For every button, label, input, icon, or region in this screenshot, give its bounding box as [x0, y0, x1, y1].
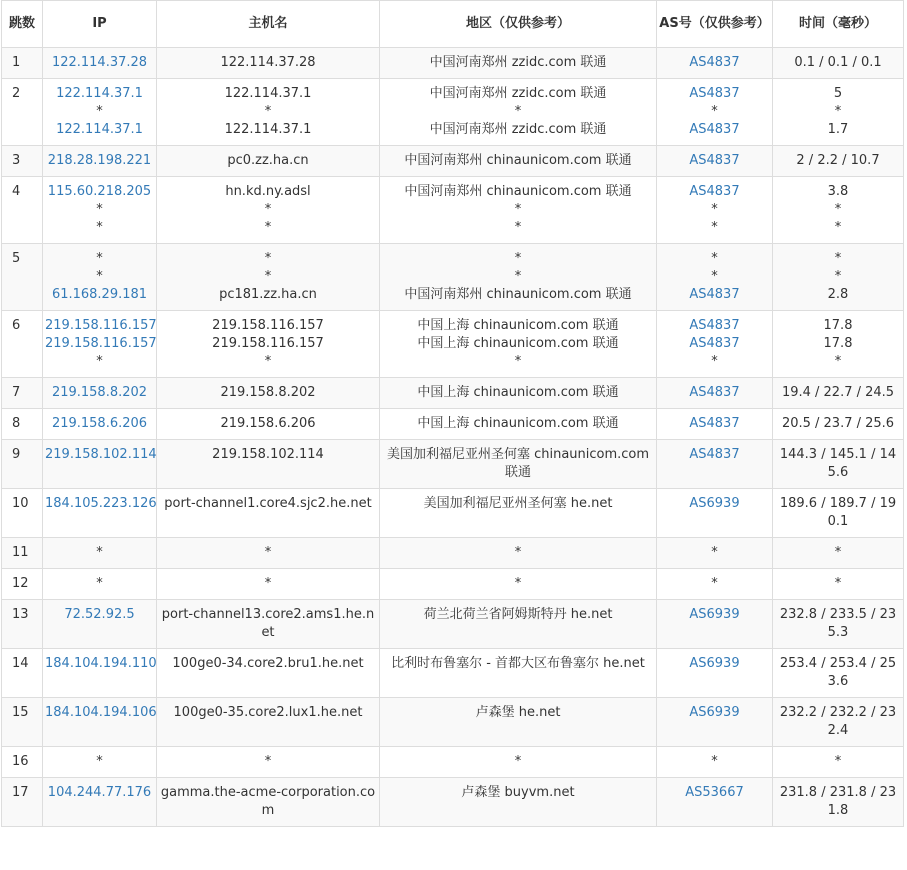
hostname-cell — [157, 378, 380, 409]
time-cell — [773, 440, 904, 489]
host-line: 100ge0-35.core2.lux1.he.net — [173, 705, 363, 720]
time-line: 253.4 / 253.4 / 253.6 — [779, 656, 897, 689]
hop-cell: 14 — [2, 649, 43, 698]
table-row — [2, 747, 904, 778]
as-link[interactable]: AS4837 — [689, 86, 740, 101]
as-link[interactable]: AS4837 — [689, 416, 740, 431]
header-hostname: 主机名 — [157, 1, 380, 48]
header-row — [2, 1, 904, 48]
time-line: 232.8 / 233.5 / 235.3 — [779, 607, 897, 640]
time-line: * — [834, 104, 842, 119]
hop-cell: 15 — [2, 698, 43, 747]
ip-line: * — [96, 576, 103, 591]
host-line: port-channel13.core2.ams1.he.net — [161, 607, 375, 640]
ip-line: * — [96, 354, 103, 369]
host-line: 219.158.102.114 — [212, 447, 324, 462]
geo-line: 中国上海 chinaunicom.com 联通 — [417, 336, 619, 351]
host-line: 122.114.37.1 — [224, 122, 312, 137]
hop-cell: 16 — [2, 747, 43, 778]
time-line: 17.8 — [823, 336, 853, 351]
as-cell — [657, 409, 773, 440]
ip-line: * — [96, 269, 103, 284]
host-line: 122.114.37.1 — [224, 86, 312, 101]
ip-link[interactable]: 104.244.77.176 — [47, 785, 152, 800]
time-line: * — [834, 251, 842, 266]
as-link[interactable]: AS4837 — [689, 287, 740, 302]
as-cell — [657, 778, 773, 827]
ip-link[interactable]: 122.114.37.1 — [56, 86, 143, 101]
ip-line: * — [96, 202, 103, 217]
geo-line: * — [514, 104, 522, 119]
as-line: * — [711, 576, 718, 591]
as-link[interactable]: AS4837 — [689, 122, 740, 137]
hostname-cell — [157, 440, 380, 489]
as-line: * — [711, 545, 718, 560]
as-link[interactable]: AS4837 — [689, 153, 740, 168]
as-cell — [657, 489, 773, 538]
as-link[interactable]: AS4837 — [689, 447, 740, 462]
host-line: pc181.zz.ha.cn — [219, 287, 317, 302]
geo-line: 卢森堡 buyvm.net — [461, 785, 575, 800]
time-cell — [773, 409, 904, 440]
hop-cell: 7 — [2, 378, 43, 409]
ip-link[interactable]: 61.168.29.181 — [51, 287, 148, 302]
time-line: 2.8 — [827, 287, 849, 302]
ip-cell — [43, 778, 157, 827]
time-cell — [773, 311, 904, 378]
region-cell — [380, 489, 657, 538]
ip-link[interactable]: 219.158.6.206 — [51, 416, 148, 431]
table-row — [2, 649, 904, 698]
time-cell — [773, 747, 904, 778]
geo-line: 中国河南郑州 zzidc.com 联通 — [429, 86, 607, 101]
host-line: 122.114.37.28 — [220, 55, 316, 70]
time-cell — [773, 244, 904, 311]
time-cell — [773, 600, 904, 649]
time-cell — [773, 698, 904, 747]
hop-cell: 2 — [2, 79, 43, 146]
host-line: * — [264, 104, 272, 119]
as-line: * — [711, 269, 718, 284]
hop-cell: 11 — [2, 538, 43, 569]
table-row — [2, 244, 904, 311]
as-line: * — [711, 251, 718, 266]
host-line: * — [264, 576, 272, 591]
as-cell — [657, 600, 773, 649]
as-cell — [657, 649, 773, 698]
hostname-cell — [157, 778, 380, 827]
as-link[interactable]: AS6939 — [689, 607, 740, 622]
ip-link[interactable]: 122.114.37.1 — [56, 122, 143, 137]
ip-cell — [43, 311, 157, 378]
ip-link[interactable]: 219.158.116.157 — [45, 318, 157, 333]
host-line: * — [264, 251, 272, 266]
region-cell — [380, 440, 657, 489]
region-cell — [380, 600, 657, 649]
geo-line: * — [514, 576, 522, 591]
ip-line: * — [96, 220, 103, 235]
ip-cell — [43, 600, 157, 649]
ip-link[interactable]: 72.52.92.5 — [64, 607, 135, 622]
geo-line: * — [514, 545, 522, 560]
hostname-cell — [157, 311, 380, 378]
geo-line: 中国上海 chinaunicom.com 联通 — [417, 318, 619, 333]
ip-link[interactable]: 218.28.198.221 — [47, 153, 152, 168]
time-line: 20.5 / 23.7 / 25.6 — [781, 416, 895, 431]
hostname-cell — [157, 409, 380, 440]
time-line: * — [834, 202, 842, 217]
hostname-cell — [157, 48, 380, 79]
as-cell — [657, 48, 773, 79]
host-line: * — [264, 545, 272, 560]
region-cell — [380, 698, 657, 747]
as-cell — [657, 244, 773, 311]
ip-link[interactable]: 219.158.102.114 — [45, 447, 157, 462]
ip-cell — [43, 378, 157, 409]
geo-line: 卢森堡 he.net — [475, 705, 561, 720]
ip-link[interactable]: 184.105.223.126 — [45, 496, 157, 511]
ip-link[interactable]: 115.60.218.205 — [47, 184, 152, 199]
ip-cell — [43, 244, 157, 311]
table-row — [2, 538, 904, 569]
region-cell — [380, 244, 657, 311]
as-line: * — [711, 354, 718, 369]
ip-cell — [43, 489, 157, 538]
time-line: * — [834, 220, 842, 235]
region-cell — [380, 311, 657, 378]
header-as-number: AS号（仅供参考） — [657, 1, 773, 48]
region-cell — [380, 649, 657, 698]
header-region: 地区（仅供参考） — [380, 1, 657, 48]
time-line: 144.3 / 145.1 / 145.6 — [779, 447, 897, 480]
time-cell — [773, 146, 904, 177]
table-row — [2, 48, 904, 79]
ip-line: * — [96, 104, 103, 119]
time-line: * — [834, 354, 842, 369]
hop-cell: 13 — [2, 600, 43, 649]
geo-line: 比利时布鲁塞尔 - 首都大区布鲁塞尔 he.net — [391, 656, 645, 671]
hop-cell: 9 — [2, 440, 43, 489]
hop-cell: 5 — [2, 244, 43, 311]
table-row — [2, 698, 904, 747]
hostname-cell — [157, 244, 380, 311]
time-line: 5 — [833, 86, 843, 101]
table-row — [2, 409, 904, 440]
header-ip: IP — [43, 1, 157, 48]
hop-cell: 3 — [2, 146, 43, 177]
ip-cell — [43, 177, 157, 244]
time-cell — [773, 649, 904, 698]
time-cell — [773, 378, 904, 409]
hop-cell: 10 — [2, 489, 43, 538]
ip-link[interactable]: 219.158.8.202 — [51, 385, 148, 400]
time-cell — [773, 538, 904, 569]
as-link[interactable]: AS53667 — [685, 785, 744, 800]
time-line: 17.8 — [823, 318, 853, 333]
as-line: * — [711, 202, 718, 217]
region-cell — [380, 569, 657, 600]
as-cell — [657, 747, 773, 778]
as-link[interactable]: AS6939 — [689, 705, 740, 720]
as-cell — [657, 177, 773, 244]
hostname-cell — [157, 569, 380, 600]
time-line: * — [834, 269, 842, 284]
ip-link[interactable]: 184.104.194.106 — [45, 705, 157, 720]
table-row — [2, 79, 904, 146]
host-line: 219.158.8.202 — [220, 385, 316, 400]
time-line: 1.7 — [827, 122, 849, 137]
ip-cell — [43, 698, 157, 747]
geo-line: 中国上海 chinaunicom.com 联通 — [417, 385, 619, 400]
table-header — [2, 1, 904, 48]
as-cell — [657, 538, 773, 569]
as-link[interactable]: AS4837 — [689, 318, 740, 333]
time-cell — [773, 489, 904, 538]
as-cell — [657, 440, 773, 489]
hostname-cell — [157, 538, 380, 569]
table-row — [2, 311, 904, 378]
geo-line: 中国河南郑州 chinaunicom.com 联通 — [404, 184, 632, 199]
host-line: * — [264, 220, 272, 235]
hostname-cell — [157, 79, 380, 146]
hop-cell: 17 — [2, 778, 43, 827]
table-row — [2, 440, 904, 489]
time-cell — [773, 48, 904, 79]
host-line: port-channel1.core4.sjc2.he.net — [164, 496, 372, 511]
ip-cell — [43, 409, 157, 440]
time-line: 19.4 / 22.7 / 24.5 — [781, 385, 895, 400]
header-hop: 跳数 — [2, 1, 43, 48]
table-row — [2, 378, 904, 409]
region-cell — [380, 747, 657, 778]
as-link[interactable]: AS4837 — [689, 336, 740, 351]
host-line: * — [264, 754, 272, 769]
geo-line: 中国河南郑州 chinaunicom.com 联通 — [404, 153, 632, 168]
geo-line: 中国河南郑州 zzidc.com 联通 — [429, 55, 607, 70]
hop-cell: 4 — [2, 177, 43, 244]
table-row — [2, 177, 904, 244]
host-line: * — [264, 202, 272, 217]
geo-line: * — [514, 754, 522, 769]
hostname-cell — [157, 649, 380, 698]
hop-cell: 6 — [2, 311, 43, 378]
as-cell — [657, 146, 773, 177]
region-cell — [380, 146, 657, 177]
as-cell — [657, 569, 773, 600]
geo-line: * — [514, 354, 522, 369]
geo-line: 荷兰北荷兰省阿姆斯特丹 he.net — [423, 607, 613, 622]
hop-cell: 8 — [2, 409, 43, 440]
host-line: * — [264, 269, 272, 284]
hop-cell: 1 — [2, 48, 43, 79]
ip-cell — [43, 146, 157, 177]
ip-cell — [43, 649, 157, 698]
time-line: * — [834, 754, 842, 769]
as-cell — [657, 698, 773, 747]
geo-line: 美国加利福尼亚州圣何塞 he.net — [423, 496, 613, 511]
region-cell — [380, 378, 657, 409]
geo-line: * — [514, 202, 522, 217]
as-link[interactable]: AS6939 — [689, 496, 740, 511]
time-line: 232.2 / 232.2 / 232.4 — [779, 705, 897, 738]
as-cell — [657, 311, 773, 378]
as-link[interactable]: AS4837 — [689, 385, 740, 400]
table-row — [2, 146, 904, 177]
region-cell — [380, 177, 657, 244]
ip-line: * — [96, 545, 103, 560]
time-line: * — [834, 576, 842, 591]
ip-cell — [43, 440, 157, 489]
table-row — [2, 778, 904, 827]
as-cell — [657, 79, 773, 146]
hostname-cell — [157, 698, 380, 747]
as-line: * — [711, 104, 718, 119]
ip-cell — [43, 48, 157, 79]
time-line: 189.6 / 189.7 / 190.1 — [779, 496, 897, 529]
hostname-cell — [157, 489, 380, 538]
time-line: 231.8 / 231.8 / 231.8 — [779, 785, 897, 818]
table-row — [2, 600, 904, 649]
as-link[interactable]: AS6939 — [689, 656, 740, 671]
geo-line: 中国上海 chinaunicom.com 联通 — [417, 416, 619, 431]
ip-cell — [43, 747, 157, 778]
region-cell — [380, 79, 657, 146]
ip-line: * — [96, 754, 103, 769]
host-line: hn.kd.ny.adsl — [225, 184, 311, 199]
host-line: 100ge0-34.core2.bru1.he.net — [172, 656, 364, 671]
region-cell — [380, 778, 657, 827]
as-line: * — [711, 220, 718, 235]
host-line: 219.158.6.206 — [220, 416, 316, 431]
geo-line: * — [514, 220, 522, 235]
region-cell — [380, 409, 657, 440]
host-line: pc0.zz.ha.cn — [227, 153, 309, 168]
time-line: 2 / 2.2 / 10.7 — [796, 153, 880, 168]
time-cell — [773, 569, 904, 600]
header-time: 时间（毫秒） — [773, 1, 904, 48]
region-cell — [380, 538, 657, 569]
ip-cell — [43, 569, 157, 600]
ip-line: * — [96, 251, 103, 266]
as-cell — [657, 378, 773, 409]
geo-line: 中国河南郑州 chinaunicom.com 联通 — [404, 287, 632, 302]
hostname-cell — [157, 177, 380, 244]
as-link[interactable]: AS4837 — [689, 55, 740, 70]
region-cell — [380, 48, 657, 79]
time-line: * — [834, 545, 842, 560]
hop-cell: 12 — [2, 569, 43, 600]
traceroute-table — [1, 0, 904, 827]
geo-line: 美国加利福尼亚州圣何塞 chinaunicom.com 联通 — [386, 447, 650, 480]
host-line: gamma.the-acme-corporation.com — [160, 785, 376, 818]
hostname-cell — [157, 600, 380, 649]
time-line: 0.1 / 0.1 / 0.1 — [794, 55, 882, 70]
time-cell — [773, 79, 904, 146]
table-row — [2, 489, 904, 538]
ip-link[interactable]: 219.158.116.157 — [45, 336, 157, 351]
geo-line: * — [514, 269, 522, 284]
ip-cell — [43, 79, 157, 146]
time-cell — [773, 778, 904, 827]
host-line: 219.158.116.157 — [212, 318, 324, 333]
geo-line: * — [514, 251, 522, 266]
table-row — [2, 569, 904, 600]
table-body — [2, 48, 904, 827]
hostname-cell — [157, 747, 380, 778]
hostname-cell — [157, 146, 380, 177]
host-line: * — [264, 354, 272, 369]
time-cell — [773, 177, 904, 244]
geo-line: 中国河南郑州 zzidc.com 联通 — [429, 122, 607, 137]
ip-link[interactable]: 184.104.194.110 — [45, 656, 157, 671]
ip-cell — [43, 538, 157, 569]
as-link[interactable]: AS4837 — [689, 184, 740, 199]
time-line: 3.8 — [827, 184, 849, 199]
host-line: 219.158.116.157 — [212, 336, 324, 351]
ip-link[interactable]: 122.114.37.28 — [51, 55, 148, 70]
as-line: * — [711, 754, 718, 769]
